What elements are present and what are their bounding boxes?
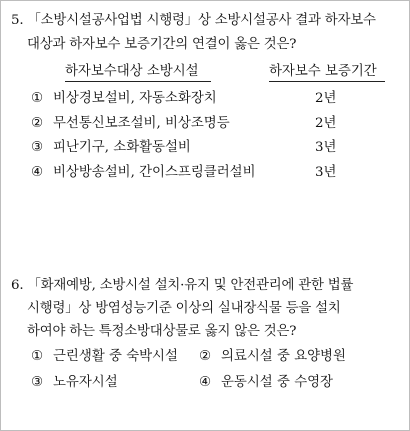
q5-option-4-mark: ④ <box>31 165 44 180</box>
q6-option-3[interactable] <box>31 375 118 391</box>
q6-option-2-text: 의료시설 중 요양병원 <box>221 349 346 364</box>
q5-option-3[interactable] <box>31 140 191 156</box>
q5-line-1 <box>11 13 376 29</box>
q5-option-1-mark: ① <box>31 91 44 106</box>
q5-stem-line-2: 대상과 하자보수 보증기간의 연결이 옳은 것은? <box>27 37 297 52</box>
q6-option-2-mark: ② <box>199 349 212 364</box>
q5-header-period-underline <box>269 81 385 82</box>
q6-option-3-text: 노유자시설 <box>53 375 118 390</box>
q5-option-2-mark: ② <box>31 116 44 131</box>
q5-option-3-facility: 피난기구, 소화활동설비 <box>53 140 191 155</box>
q5-header-facility-underline <box>65 81 211 82</box>
q6-line-1 <box>11 278 353 294</box>
q5-option-2-facility: 무선통신보조설비, 비상조명등 <box>53 116 230 131</box>
q5-option-1-period: 2년 <box>315 91 337 106</box>
q5-option-1[interactable] <box>31 91 217 107</box>
q6-stem-line-1: 「화재예방, 소방시설 설치·유지 및 안전관리에 관한 법률 <box>27 278 354 293</box>
q6-option-4-text: 운동시설 중 수영장 <box>221 375 333 390</box>
q6-stem-line-2: 시행령」상 방염성능기준 이상의 실내장식물 등을 설치 <box>27 301 341 316</box>
q5-option-2-period: 2년 <box>315 116 337 131</box>
q5-option-4[interactable] <box>31 165 256 181</box>
q6-option-2[interactable] <box>199 349 346 365</box>
q5-option-4-period: 3년 <box>315 165 337 180</box>
q6-option-1-text: 근린생활 중 숙박시설 <box>53 349 178 364</box>
q6-stem-line-3: 하여야 하는 특정소방대상물로 옳지 않은 것은? <box>27 324 297 339</box>
q5-number: 5. <box>11 13 24 28</box>
q6-option-4[interactable] <box>199 375 333 391</box>
q6-number: 6. <box>11 278 24 293</box>
q6-option-4-mark: ④ <box>199 375 212 390</box>
q5-option-3-mark: ③ <box>31 140 44 155</box>
q6-option-1-mark: ① <box>31 349 44 364</box>
q5-option-4-facility: 비상방송설비, 간이스프링클러설비 <box>53 165 256 180</box>
q5-option-2[interactable] <box>31 116 230 132</box>
q5-option-3-period: 3년 <box>315 140 337 155</box>
q6-option-3-mark: ③ <box>31 375 44 390</box>
q5-header-period: 하자보수 보증기간 <box>269 64 377 79</box>
q6-option-1[interactable] <box>31 349 178 365</box>
q5-stem-line-1: 「소방시설공사업법 시행령」상 소방시설공사 결과 하자보수 <box>27 13 376 28</box>
q5-option-1-facility: 비상경보설비, 자동소화장치 <box>53 91 217 106</box>
q5-header-facility: 하자보수대상 소방시설 <box>65 64 199 79</box>
